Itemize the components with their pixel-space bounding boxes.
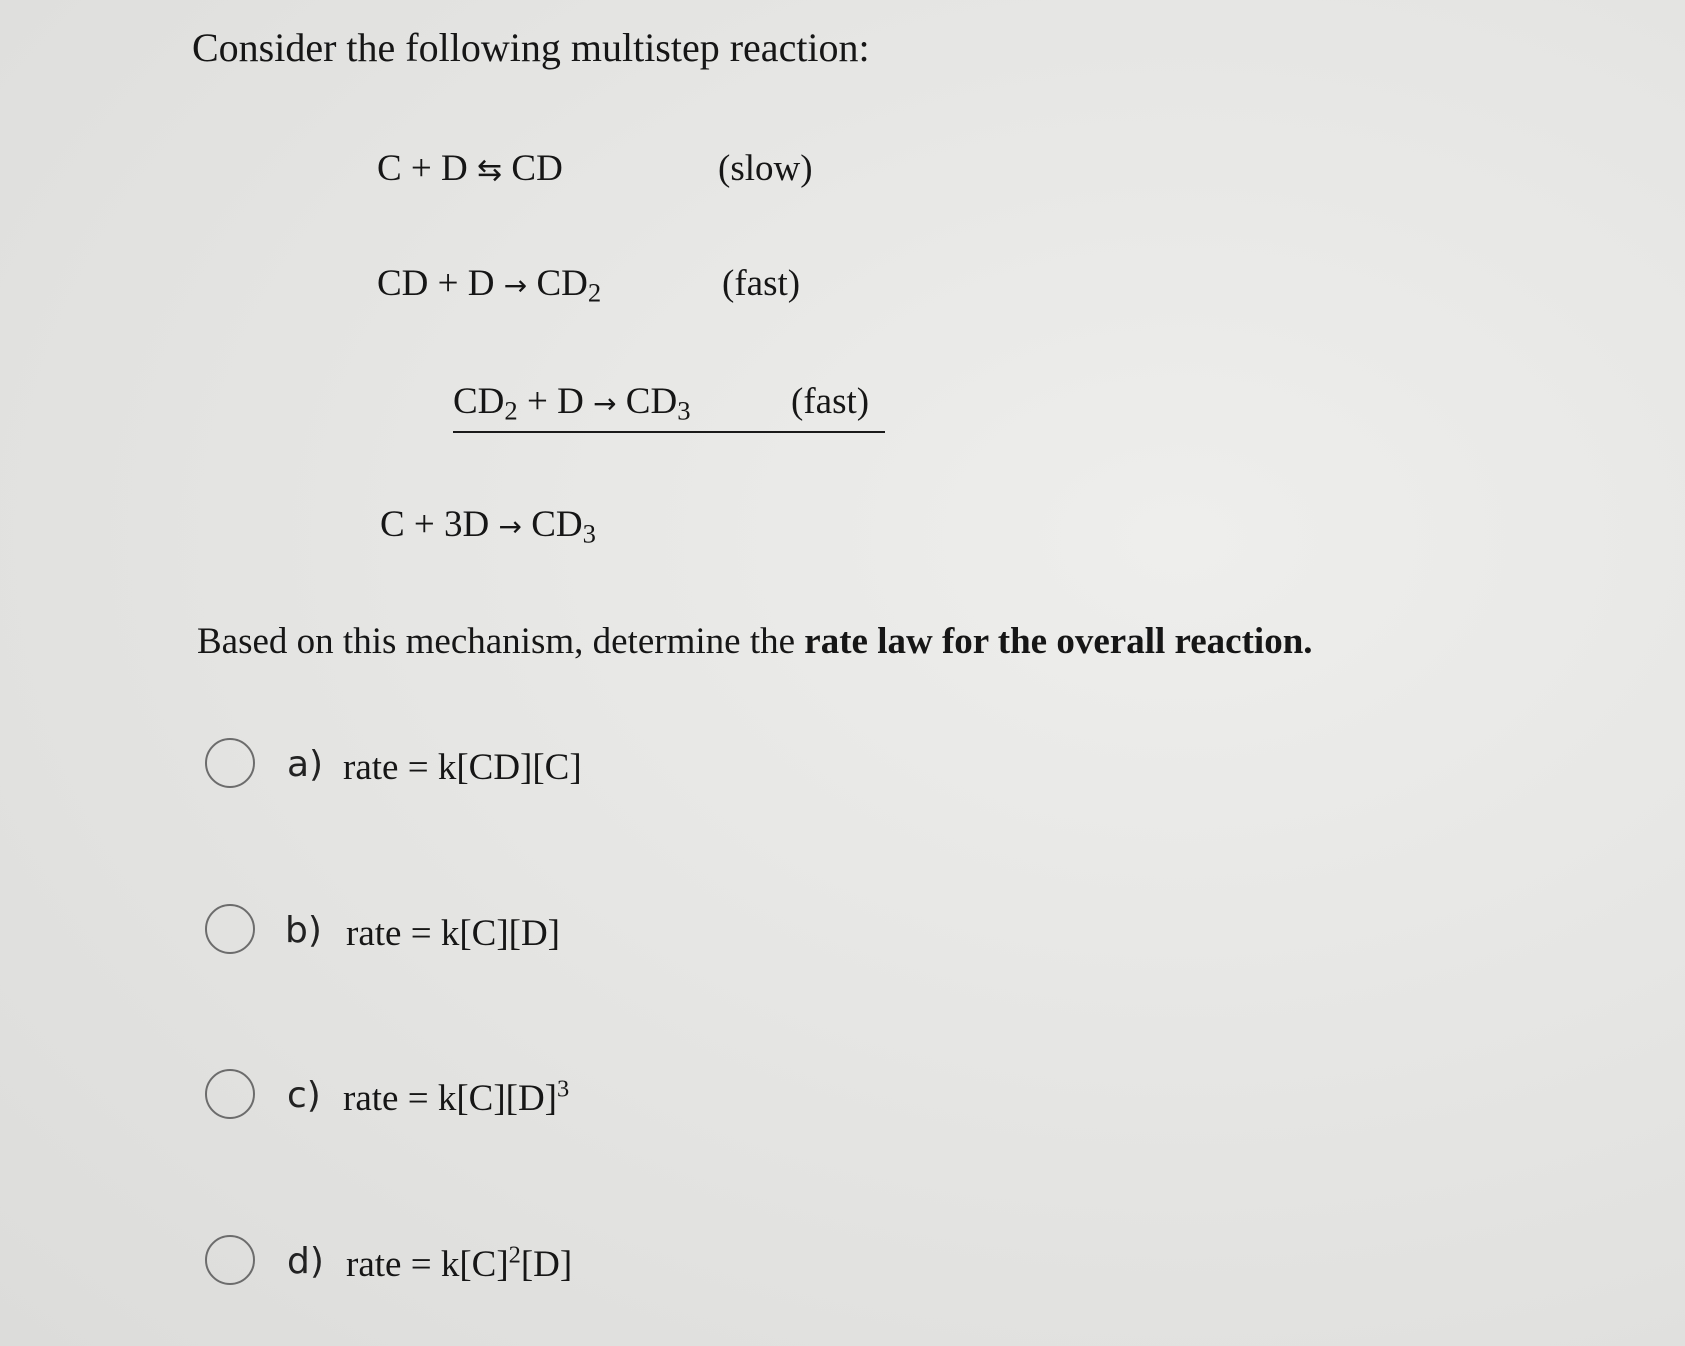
- equilibrium-arrow-icon: ⇆: [477, 153, 503, 188]
- mechanism-step-3-row: [453, 383, 885, 433]
- option-letter: d): [287, 1241, 324, 1282]
- radio-button-d[interactable]: [205, 1235, 255, 1285]
- step-3-speed: (fast): [791, 381, 870, 422]
- step-1-reactants: C + D: [377, 148, 468, 189]
- overall-reaction: [380, 504, 596, 549]
- option-letter: a): [287, 744, 324, 785]
- overall-product: $CD_3$: [531, 504, 596, 549]
- option-letter: c): [287, 1075, 321, 1116]
- arrow-right-icon: →: [503, 269, 528, 302]
- option-text: rate = $k[C]^2[D]$: [346, 1241, 573, 1285]
- radio-button-c[interactable]: [205, 1069, 255, 1119]
- radio-button-a[interactable]: [205, 738, 255, 788]
- step-3-product: $CD_3$: [625, 381, 691, 426]
- option-letter: b): [285, 910, 322, 951]
- mechanism-step-1: [377, 150, 563, 187]
- mechanism-step-2: [377, 263, 602, 308]
- step-1-speed: (slow): [718, 148, 813, 189]
- option-text: rate = k[C][D]: [346, 913, 560, 954]
- question-prompt: Based on this mechanism, determine the rate law for the overall reaction.: [197, 621, 1313, 662]
- step-2-product: $CD_2$: [536, 263, 602, 308]
- option-text: rate = $k[C][D]^3$: [343, 1075, 570, 1119]
- arrow-right-icon: →: [498, 510, 522, 543]
- step-2-speed: (fast): [722, 263, 801, 304]
- step-2-reactants: CD + D: [377, 263, 495, 304]
- mechanism-step-3: [453, 381, 691, 426]
- overall-reactants: C + 3D: [380, 504, 490, 545]
- step-3-reactants: $CD_2 + D$: [453, 381, 584, 426]
- radio-button-b[interactable]: [205, 904, 255, 954]
- step-1-product: CD: [511, 148, 563, 189]
- question-title: Consider the following multistep reaction:: [192, 25, 870, 70]
- option-text: rate = k[CD][C]: [343, 747, 582, 788]
- arrow-right-icon: →: [593, 387, 617, 420]
